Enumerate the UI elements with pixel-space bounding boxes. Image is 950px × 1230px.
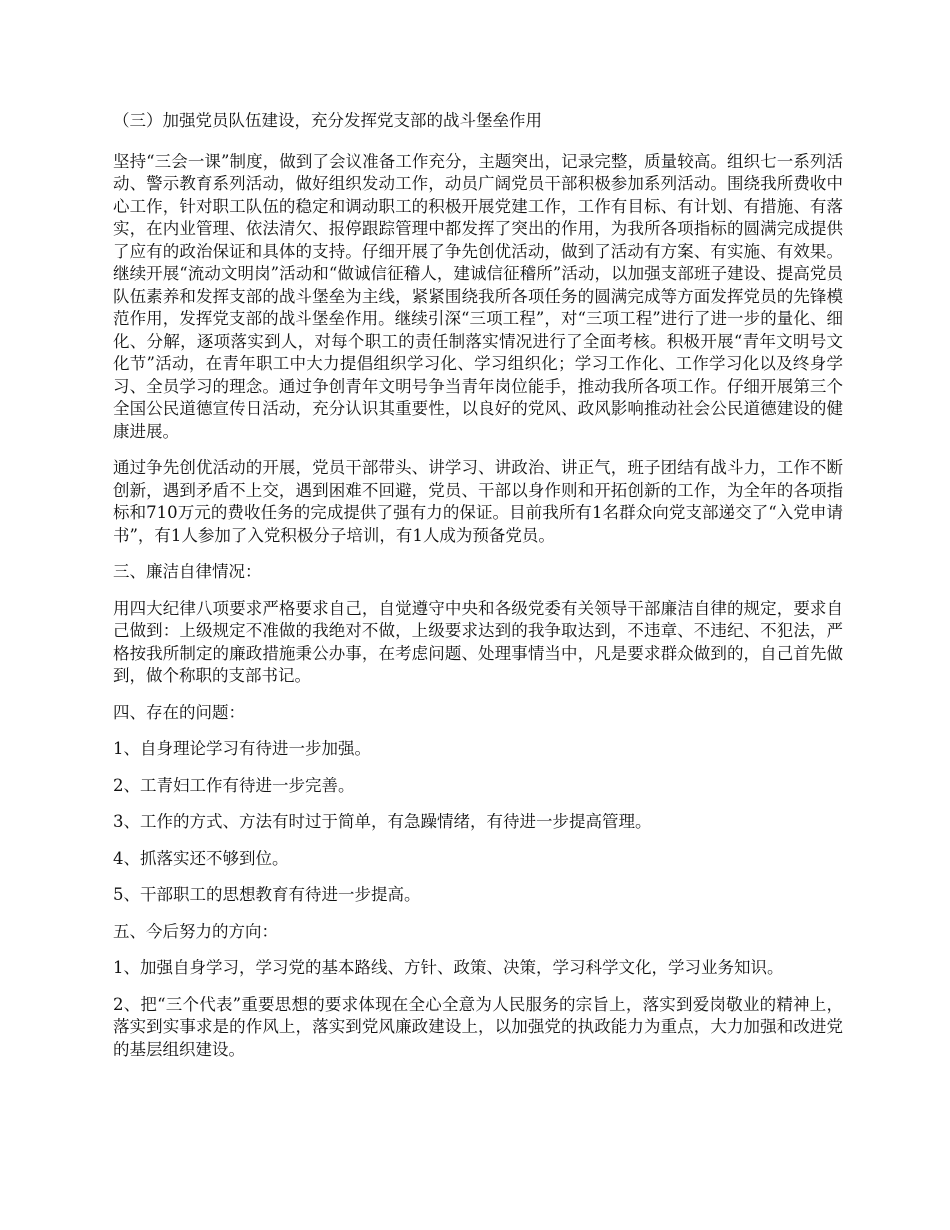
problem-item-2: 2、工青妇工作有待进一步完善。 — [113, 775, 355, 795]
problem-item-1: 1、自身理论学习有待进一步加强。 — [113, 739, 371, 758]
paragraph-integrity: 用四大纪律八项要求严格要求自己，自觉遵守中央和各级党委有关领导干部廉洁自律的规定，要求自己做到：上级规定不准做的我绝对不做，上级要求达到的我争取达到，不违章、不违纪、不犯法，严格按我所制定的廉政措施秉公办事，在考虑问题、处理事情当中，凡是要求群众做到的，自己首先做到，做个称职的支部书记。 — [113, 598, 843, 685]
paragraph-results: 通过争先创优活动的开展，党员干部带头、讲学习、讲政治、讲正气，班子团结有战斗力，工作不断创新，遇到矛盾不上交，遇到困难不回避，党员、干部以身作则和开拓创新的工作，为全年的各项指标和710万元的费收任务的完成提供了强有力的保证。目前我所有1名群众向党支部递交了“入党申请书”，有1人参加了入党积极分子培训，有1人成为预备党员。 — [113, 458, 843, 545]
heading-directions: 五、今后努力的方向： — [113, 921, 278, 941]
direction-item-1: 1、加强自身学习，学习党的基本路线、方针、政策、决策，学习科学文化，学习业务知识。 — [113, 958, 784, 977]
problem-item-3: 3、工作的方式、方法有时过于简单，有急躁情绪，有待进一步提高管理。 — [113, 812, 652, 831]
problem-item-4: 4、抓落实还不够到位。 — [113, 848, 289, 868]
direction-item-2: 2、把“三个代表”重要思想的要求体现在全心全意为人民服务的宗旨上，落实到爱岗敬业的精神上，落实到实事求是的作风上，落实到党风廉政建设上，以加强党的执政能力为重点，大力加强和改进党的基层组织建设。 — [113, 994, 843, 1059]
heading-integrity: 三、廉洁自律情况： — [113, 562, 262, 581]
section-title: （三）加强党员队伍建设，充分发挥党支部的战斗堡垒作用 — [113, 111, 542, 130]
heading-problems: 四、存在的问题： — [113, 702, 245, 722]
problem-item-5: 5、干部职工的思想教育有待进一步提高。 — [113, 885, 421, 904]
paragraph-party-building: 坚持“三会一课”制度，做到了会议准备工作充分，主题突出，记录完整，质量较高。组织七一系列活动、警示教育系列活动，做好组织发动工作，动员广阔党员干部积极参加系列活动。围绕我所费收中心工作，针对职工队伍的稳定和调动职工的积极开展党建工作，工作有目标、有计划、有措施、有落实，在内业管理、依法清欠、报停跟踪管理中都发挥了突出的作用，为我所各项指标的圆满完成提供了应有的政治保证和具体的支持。仔细开展了争先创优活动，做到了活动有方案、有实施、有效果。继续开展“流动文明岗”活动和“做诚信征稽人，建诚信征稽所”活动，以加强支部班子建设、提高党员队伍素养和发挥支部的战斗堡垒为主线，紧紧围绕我所各项任务的圆满完成等方面发挥党员的先锋模范作用，发挥党支部的战斗堡垒作用。继续引深“三项工程”，对“三项工程”进行了进一步的量化、细化、分解，逐项落实到人，对每个职工的责任制落实情况进行了全面考核。积极开展“青年文明号文化节”活动，在青年职工中大力提倡组织学习化、学习组织化；学习工作化、工作学习化以及终身学习、全员学习的理念。通过争创青年文明号争当青年岗位能手，推动我所各项工作。仔细开展第三个全国公民道德宣传日活动，充分认识其重要性，以良好的党风、政风影响推动社会公民道德建设的健康进展。 — [113, 151, 843, 441]
document-page — [113, 110, 843, 1075]
